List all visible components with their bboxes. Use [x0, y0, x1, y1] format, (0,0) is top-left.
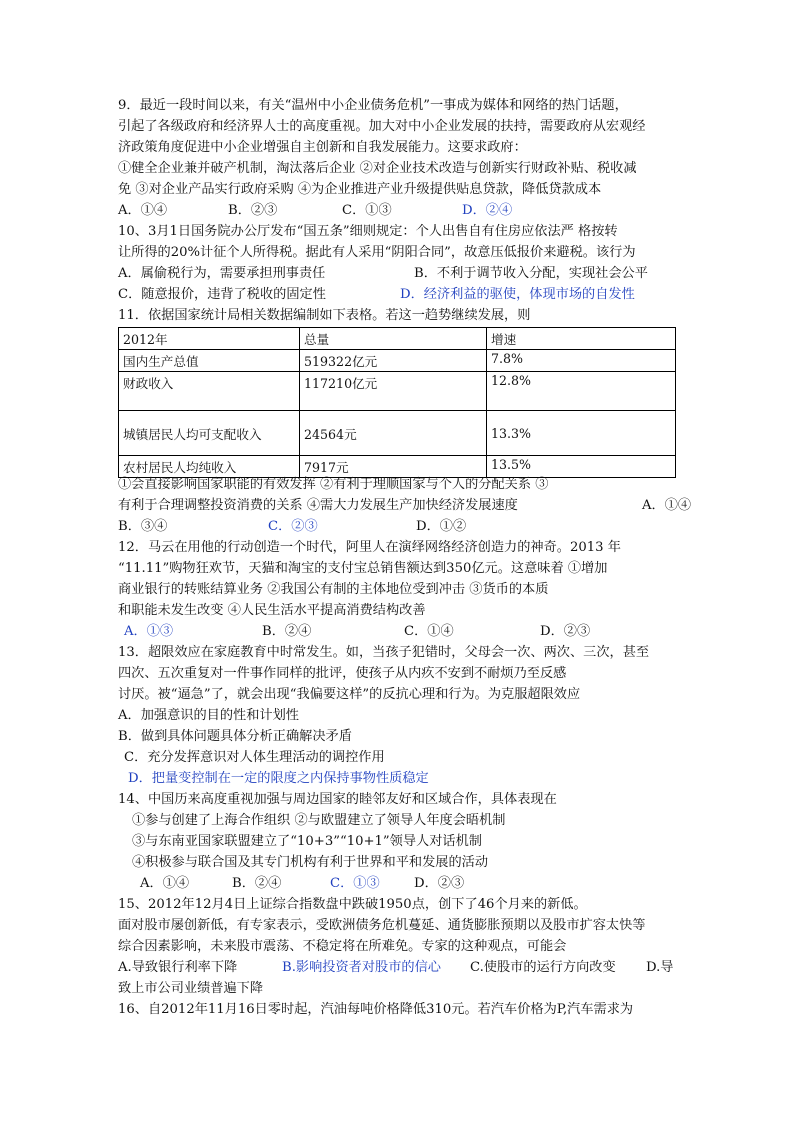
- table-header-total: 总量: [300, 328, 487, 350]
- q11-line-2-row: [118, 496, 692, 516]
- table-cell: 城镇居民人均可支配收入: [119, 411, 300, 456]
- table-cell: 117210亿元: [300, 372, 487, 411]
- q11-line-2: 有利于合理调整投资消费的关系 ④需大力发展生产加快经济发展速度: [118, 498, 518, 513]
- q10-options-row-2: [118, 285, 678, 305]
- q14-option-a: A．①④: [140, 876, 190, 891]
- q11-options: [118, 517, 678, 537]
- q15-option-b: B.影响投资者对股市的信心: [282, 960, 441, 975]
- table-cell: 13.5%: [487, 456, 676, 478]
- q10-option-a: A．属偷税行为，需要承担刑事责任: [118, 266, 326, 281]
- q10-options-row-1: [118, 264, 678, 284]
- q12-option-d: D．②③: [540, 624, 591, 639]
- table-header-row: [119, 328, 676, 350]
- q12-line-1: 12．马云在用他的行动创造一个时代，阿里人在演绎网络经济创造力的神奇。2013 年: [118, 540, 621, 555]
- q9-option-b: B．②③: [228, 203, 278, 218]
- table-cell: 12.8%: [487, 372, 676, 411]
- q9-line-3: 济政策角度促进中小企业增强自主创新和自我发展能力。这要求政府：: [118, 140, 527, 155]
- q12-line-3: 商业银行的转账结算业务 ②我国公有制的主体地位受到冲击 ③货币的本质: [118, 582, 549, 597]
- q12-options: [118, 622, 678, 642]
- q10-option-b: B．不利于调节收入分配，实现社会公平: [414, 266, 648, 281]
- q13-line-3: 讨厌。被“逼急”了，就会出现“我偏要这样”的反抗心理和行为。为克服超限效应: [118, 687, 581, 702]
- q9-option-c: C．①③: [342, 203, 392, 218]
- q13-option-d: D．把量变控制在一定的限度之内保持事物性质稳定: [128, 771, 429, 786]
- q13-option-b: B．做到具体问题具体分析正确解决矛盾: [118, 729, 352, 744]
- q14-option-b: B．②④: [232, 876, 282, 891]
- table-cell: 7917元: [300, 456, 487, 478]
- q11-option-b: B．③④: [118, 519, 168, 534]
- q10-option-d: D．经济利益的驱使，体现市场的自发性: [400, 287, 635, 302]
- q12-option-c: C．①④: [404, 624, 454, 639]
- q9-option-d: D．②④: [462, 203, 513, 218]
- q11-option-d: D．①②: [416, 519, 467, 534]
- table-cell: 财政收入: [119, 372, 300, 411]
- q12-option-b: B．②④: [262, 624, 312, 639]
- q9-line-4: ①健全企业兼并破产机制，淘汰落后企业 ②对企业技术改造与创新实行财政补贴、税收减: [118, 161, 637, 176]
- table-row: [119, 350, 676, 372]
- q9-line-2: 引起了各级政府和经济界人士的高度重视。加大对中小企业发展的扶持，需要政府从宏观经: [118, 119, 646, 134]
- q15-line-2: 面对股市屡创新低，有专家表示，受欧洲债务危机蔓延、通货膨胀预期以及股市扩容太快等: [118, 918, 646, 933]
- q9-options: [118, 201, 678, 221]
- q11-option-a: A．①④: [642, 498, 692, 513]
- table-cell: 农村居民人均纯收入: [119, 456, 300, 478]
- q15-option-d: D.导: [646, 960, 674, 975]
- table-row: [119, 411, 676, 456]
- q11-line-1: ①会直接影响国家职能的有效发挥 ②有利于理顺国家与个人的分配关系 ③: [118, 477, 549, 492]
- q13-line-1: 13．超限效应在家庭教育中时常发生。如，当孩子犯错时，父母会一次、两次、三次，甚至: [118, 645, 650, 660]
- q10-line-1: 10、3月1日国务院办公厅发布“国五条”细则规定：个人出售自有住房应依法严 格按转: [118, 224, 618, 239]
- q14-options: [118, 874, 678, 894]
- q13-option-c: C．充分发挥意识对人体生理活动的调控作用: [124, 750, 385, 765]
- q14-option-d: D．②③: [414, 876, 465, 891]
- q15-line-3: 综合因素影响，未来股市震荡、不稳定将在所难免。专家的这种观点，可能会: [118, 939, 567, 954]
- q10-line-2: 让所得的20%计征个人所得税。据此有人采用“阴阳合同”，故意压低报价来避税。该行为: [118, 245, 636, 260]
- q14-line-3: ③与东南亚国家联盟建立了“10+3”“10+1”领导人对话机制: [132, 834, 482, 849]
- q11-option-c: C．②③: [268, 519, 318, 534]
- q13-line-2: 四次、五次重复对一件事作同样的批评，使孩子从内疚不安到不耐烦乃至反感: [118, 666, 567, 681]
- q14-line-2: ①参与创建了上海合作组织 ②与欧盟建立了领导人年度会晤机制: [132, 813, 506, 828]
- stats-table: [118, 327, 676, 478]
- q14-line-4: ④积极参与联合国及其专门机构有利于世界和平和发展的活动: [132, 855, 489, 870]
- q12-option-a: A．①③: [124, 624, 174, 639]
- table-cell: 24564元: [300, 411, 487, 456]
- q9-line-5: 免 ③对企业产品实行政府采购 ④为企业推进产业升级提供贴息贷款，降低贷款成本: [118, 182, 602, 197]
- q12-line-4: 和职能未发生改变 ④人民生活水平提高消费结构改善: [118, 603, 426, 618]
- q16-line-1: 16、自2012年11月16日零时起，汽油每吨价格降低310元。若汽车价格为P,汽车需求为: [118, 1002, 634, 1017]
- table-cell: 13.3%: [487, 411, 676, 456]
- table-header-year: 2012年: [119, 328, 300, 350]
- q14-line-1: 14、中国历来高度重视加强与周边国家的睦邻友好和区域合作，具体表现在: [118, 792, 557, 807]
- table-cell: 519322亿元: [300, 350, 487, 372]
- table-row: [119, 372, 676, 411]
- q15-option-c: C.使股市的运行方向改变: [470, 960, 616, 975]
- q15-options: [118, 958, 683, 978]
- q10-option-c: C．随意报价，违背了税收的固定性: [118, 287, 326, 302]
- table-cell: 国内生产总值: [119, 350, 300, 372]
- q15-line-last: 致上市公司业绩普遍下降: [118, 981, 264, 996]
- q13-option-a: A．加强意识的目的性和计划性: [118, 708, 299, 723]
- q9-option-a: A．①④: [118, 203, 168, 218]
- table-header-growth: 增速: [487, 328, 676, 350]
- q14-option-c: C．①③: [330, 876, 380, 891]
- q15-line-1: 15、2012年12月4日上证综合指数盘中跌破1950点，创下了46个月来的新低。: [118, 897, 587, 912]
- q15-option-a: A.导致银行利率下降: [118, 960, 238, 975]
- q9-line-1: 9．最近一段时间以来，有关“温州中小企业债务危机”一事成为媒体和网络的热门话题，: [118, 98, 628, 113]
- q11-intro: 11．依据国家统计局相关数据编制如下表格。若这一趋势继续发展，则: [118, 308, 531, 323]
- table-cell: 7.8%: [487, 350, 676, 372]
- q12-line-2: “11.11”购物狂欢节，天猫和淘宝的支付宝总销售额达到350亿元。这意味着 ①增加: [118, 561, 608, 576]
